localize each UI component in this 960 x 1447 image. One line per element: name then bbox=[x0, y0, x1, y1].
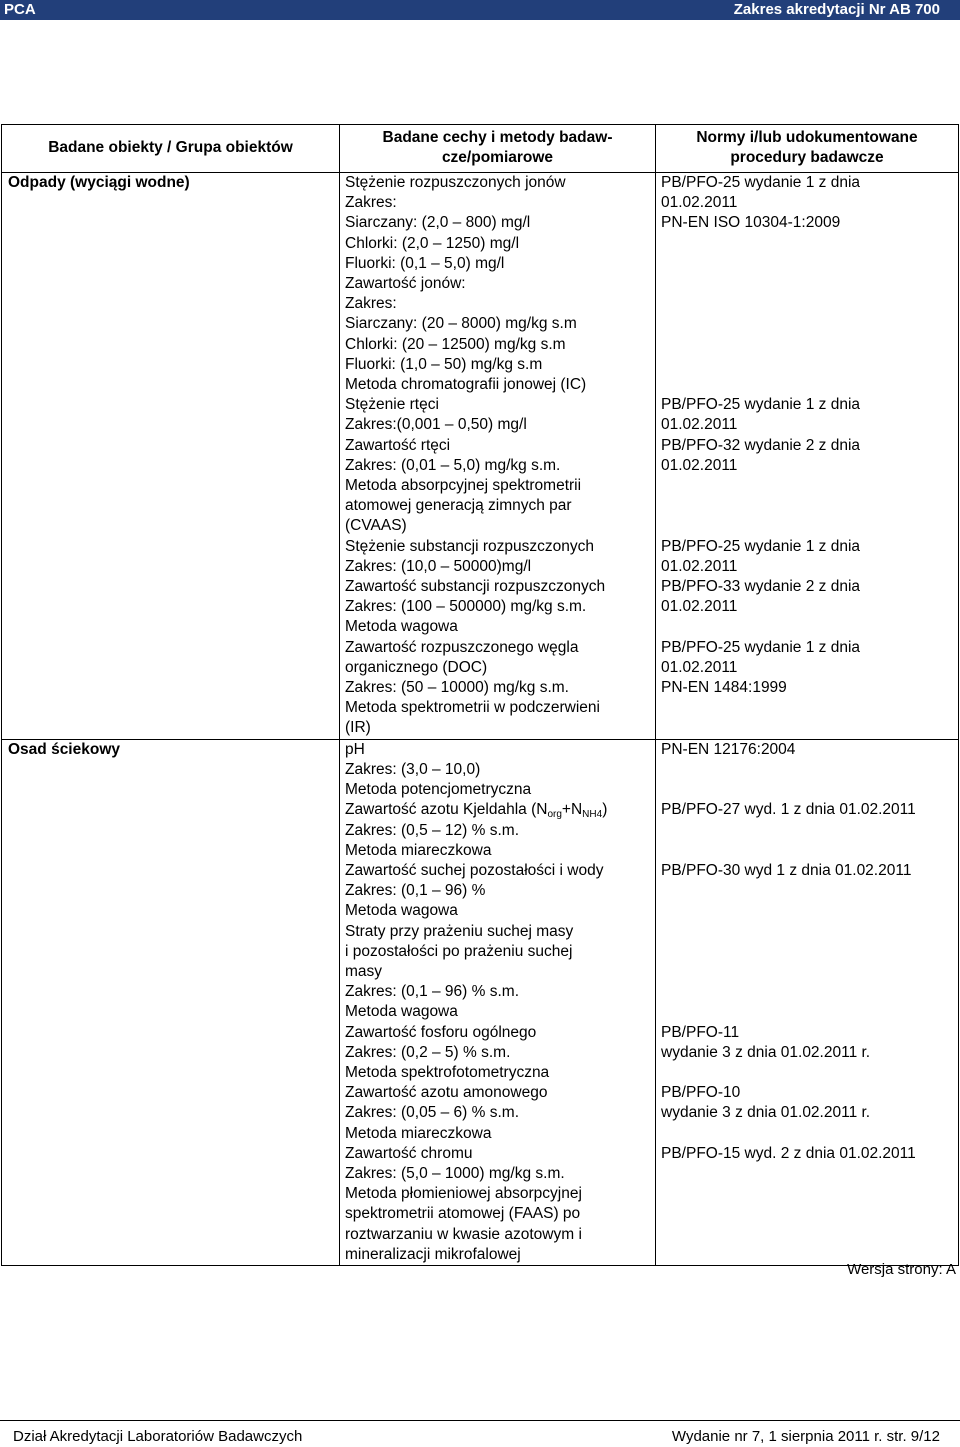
feature-cell bbox=[340, 173, 656, 740]
feature-line: Zakres: (0,05 – 6) % s.m. bbox=[345, 1104, 519, 1122]
feature-line: roztwarzaniu w kwasie azotowym i bbox=[345, 1225, 582, 1243]
standard-line: PB/PFO-10 bbox=[661, 1084, 741, 1102]
col-header-features bbox=[340, 125, 656, 173]
standard-line: PB/PFO-25 wydanie 1 z dnia bbox=[661, 396, 861, 414]
standard-row-group bbox=[661, 173, 958, 395]
feature-text-part: ) bbox=[602, 801, 608, 819]
footer-organization: Dział Akredytacji Laboratoriów Badawczych bbox=[13, 1428, 303, 1445]
feature-line: Metoda wagowa bbox=[345, 1003, 458, 1021]
spacer-line bbox=[661, 982, 958, 1002]
spacer-line bbox=[661, 516, 958, 536]
standard-line: PB/PFO-33 wydanie 2 z dnia bbox=[661, 578, 861, 596]
spacer-line bbox=[661, 254, 958, 274]
feature-line: Zakres:(0,001 – 0,50) mg/l bbox=[345, 416, 527, 434]
feature-line: Zakres: (0,2 – 5) % s.m. bbox=[345, 1043, 511, 1061]
spacer-line bbox=[661, 841, 958, 861]
feature-line: spektrometrii atomowej (FAAS) po bbox=[345, 1205, 581, 1223]
feature-row-group bbox=[345, 861, 655, 922]
feature-line: Stężenie rtęci bbox=[345, 396, 439, 414]
accreditation-table bbox=[1, 124, 959, 1266]
feature-line: Zakres: (50 – 10000) mg/kg s.m. bbox=[345, 679, 569, 697]
spacer-line bbox=[661, 234, 958, 254]
standard-row-group bbox=[661, 800, 958, 861]
standard-line: 01.02.2011 bbox=[661, 557, 738, 575]
feature-line: Metoda spektrofotometryczna bbox=[345, 1063, 550, 1081]
feature-line: pH bbox=[345, 740, 365, 758]
spacer-line bbox=[661, 355, 958, 375]
spacer-line bbox=[661, 294, 958, 314]
standard-line: PB/PFO-15 wyd. 2 z dnia 01.02.2011 bbox=[661, 1144, 916, 1162]
standard-block bbox=[661, 173, 958, 739]
spacer-line bbox=[661, 698, 958, 718]
spacer-line bbox=[661, 760, 958, 780]
col-header-standards bbox=[656, 125, 959, 173]
spacer-line bbox=[661, 1204, 958, 1224]
standard-block bbox=[661, 740, 958, 1265]
standard-line: wydanie 3 z dnia 01.02.2011 r. bbox=[661, 1043, 871, 1061]
standard-cell bbox=[656, 739, 959, 1265]
spacer-line bbox=[661, 881, 958, 901]
standard-line: 01.02.2011 bbox=[661, 456, 738, 474]
standard-cell bbox=[656, 173, 959, 740]
spacer-line bbox=[661, 617, 958, 637]
spacer-line bbox=[661, 1063, 958, 1083]
footer-divider bbox=[0, 1420, 960, 1421]
feature-row-group bbox=[345, 638, 655, 739]
spacer-line bbox=[661, 1124, 958, 1144]
feature-line: Metoda miareczkowa bbox=[345, 841, 492, 859]
feature-row-group bbox=[345, 173, 655, 395]
feature-line: Chlorki: (20 – 12500) mg/kg s.m bbox=[345, 335, 566, 353]
document-header-bar bbox=[0, 0, 960, 20]
feature-line: Metoda spektrometrii w podczerwieni bbox=[345, 699, 600, 717]
col-header-features-l1: Badane cechy i metody badaw- bbox=[382, 129, 613, 146]
standard-line: 01.02.2011 bbox=[661, 658, 738, 676]
feature-line: Zawartość azotu amonowego bbox=[345, 1084, 548, 1102]
spacer-line bbox=[661, 962, 958, 982]
spacer-line bbox=[661, 335, 958, 355]
feature-line: Siarczany: (2,0 – 800) mg/l bbox=[345, 214, 531, 232]
spacer-line bbox=[661, 901, 958, 921]
feature-line: Zakres: (10,0 – 50000)mg/l bbox=[345, 557, 532, 575]
feature-line: Chlorki: (2,0 – 1250) mg/l bbox=[345, 234, 520, 252]
feature-line: (IR) bbox=[345, 719, 371, 737]
standard-row-group bbox=[661, 1083, 958, 1144]
standard-row-group bbox=[661, 1023, 958, 1084]
object-group-name: Odpady (wyciągi wodne) bbox=[2, 173, 340, 740]
feature-line: Metoda wagowa bbox=[345, 618, 458, 636]
feature-row-group bbox=[345, 1144, 655, 1265]
feature-line: Zawartość suchej pozostałości i wody bbox=[345, 861, 604, 879]
standard-line: PB/PFO-25 wydanie 1 z dnia bbox=[661, 174, 861, 191]
feature-row-group bbox=[345, 1083, 655, 1144]
feature-line: (CVAAS) bbox=[345, 517, 407, 535]
col-header-objects: Badane obiekty / Grupa obiektów bbox=[2, 125, 340, 173]
standard-line: PB/PFO-27 wyd. 1 z dnia 01.02.2011 bbox=[661, 801, 916, 819]
standard-row-group bbox=[661, 861, 958, 922]
feature-line: Zawartość jonów: bbox=[345, 275, 466, 293]
spacer-line bbox=[661, 496, 958, 516]
standard-row-group bbox=[661, 1144, 958, 1265]
standard-line: PB/PFO-25 wydanie 1 z dnia bbox=[661, 537, 861, 555]
feature-line: Metoda miareczkowa bbox=[345, 1124, 492, 1142]
feature-line: Zawartość fosforu ogólnego bbox=[345, 1023, 537, 1041]
spacer-line bbox=[661, 476, 958, 496]
standard-line: 01.02.2011 bbox=[661, 416, 738, 434]
feature-line: Fluorki: (0,1 – 5,0) mg/l bbox=[345, 254, 505, 272]
feature-text-part: org bbox=[547, 809, 562, 821]
feature-row-group bbox=[345, 740, 655, 801]
spacer-line bbox=[661, 780, 958, 800]
feature-line: masy bbox=[345, 962, 383, 980]
feature-line: organicznego (DOC) bbox=[345, 658, 488, 676]
spacer-line bbox=[661, 1164, 958, 1184]
feature-line: Zawartość chromu bbox=[345, 1144, 473, 1162]
feature-line: Fluorki: (1,0 – 50) mg/kg s.m bbox=[345, 355, 543, 373]
spacer-line bbox=[661, 821, 958, 841]
standard-row-group bbox=[661, 922, 958, 1023]
feature-row-group bbox=[345, 1023, 655, 1084]
feature-row-group bbox=[345, 922, 655, 1023]
feature-line: Zakres: bbox=[345, 194, 397, 212]
standard-line: wydanie 3 z dnia 01.02.2011 r. bbox=[661, 1104, 871, 1122]
standard-row-group bbox=[661, 537, 958, 638]
col-header-standards-l2: procedury badawcze bbox=[730, 149, 884, 167]
feature-text-part: NH4 bbox=[582, 809, 603, 821]
feature-line: Zakres: (0,1 – 96) % s.m. bbox=[345, 983, 519, 1001]
feature-line: Zawartość rtęci bbox=[345, 436, 451, 454]
feature-line: Straty przy prażeniu suchej masy bbox=[345, 922, 574, 940]
footer-edition: Wydanie nr 7, 1 sierpnia 2011 r. str. 9/12 bbox=[671, 1428, 940, 1445]
feature-line: Metoda potencjometryczna bbox=[345, 781, 532, 799]
standard-line: PN-EN 1484:1999 bbox=[661, 679, 787, 697]
feature-line: Zakres: (3,0 – 10,0) bbox=[345, 760, 481, 778]
table-row bbox=[2, 173, 959, 740]
standard-line: PN-EN ISO 10304-1:2009 bbox=[661, 214, 841, 232]
spacer-line bbox=[661, 274, 958, 294]
feature-text-part: Zawartość azotu Kjeldahla (N bbox=[345, 801, 548, 819]
feature-line: mineralizacji mikrofalowej bbox=[345, 1245, 521, 1263]
spacer-line bbox=[661, 942, 958, 962]
standard-row-group bbox=[661, 395, 958, 536]
spacer-line bbox=[661, 1184, 958, 1204]
standard-line: PB/PFO-32 wydanie 2 z dnia bbox=[661, 436, 861, 454]
page-version: Wersja strony: A bbox=[847, 1261, 956, 1278]
feature-line: atomowej generacją zimnych par bbox=[345, 497, 572, 515]
table-row bbox=[2, 739, 959, 1265]
feature-line: Metoda płomieniowej absorpcyjnej bbox=[345, 1185, 582, 1203]
object-group-name: Osad ściekowy bbox=[2, 739, 340, 1265]
spacer-line bbox=[661, 922, 958, 942]
feature-line: Metoda wagowa bbox=[345, 902, 458, 920]
feature-line: Zawartość substancji rozpuszczonych bbox=[345, 578, 606, 596]
feature-line: Zakres: (0,5 – 12) % s.m. bbox=[345, 821, 519, 839]
feature-cell bbox=[340, 739, 656, 1265]
feature-line bbox=[345, 800, 655, 820]
standard-line: 01.02.2011 bbox=[661, 598, 738, 616]
spacer-line bbox=[661, 314, 958, 334]
standard-line: PB/PFO-11 bbox=[661, 1023, 740, 1041]
feature-line: Stężenie rozpuszczonych jonów bbox=[345, 174, 566, 191]
feature-line: Zakres: (5,0 – 1000) mg/kg s.m. bbox=[345, 1164, 565, 1182]
feature-line: Zawartość rozpuszczonego węgla bbox=[345, 638, 579, 656]
feature-line: Metoda chromatografii jonowej (IC) bbox=[345, 376, 587, 394]
standard-row-group bbox=[661, 638, 958, 739]
standard-line: PB/PFO-25 wydanie 1 z dnia bbox=[661, 638, 861, 656]
feature-text-part: +N bbox=[561, 801, 583, 819]
feature-line: Stężenie substancji rozpuszczonych bbox=[345, 537, 594, 555]
feature-block bbox=[345, 173, 655, 739]
col-header-standards-l1: Normy i/lub udokumentowane bbox=[696, 129, 918, 146]
feature-line: Zakres: (0,1 – 96) % bbox=[345, 882, 486, 900]
spacer-line bbox=[661, 375, 958, 395]
standard-line: 01.02.2011 bbox=[661, 194, 738, 212]
table-header-row bbox=[2, 125, 959, 173]
feature-line: Metoda absorpcyjnej spektrometrii bbox=[345, 477, 582, 495]
header-org: PCA bbox=[4, 1, 36, 18]
spacer-line bbox=[661, 718, 958, 738]
feature-block bbox=[345, 740, 655, 1265]
feature-line: Zakres: (100 – 500000) mg/kg s.m. bbox=[345, 598, 587, 616]
spacer-line bbox=[661, 1002, 958, 1022]
feature-line: i pozostałości po prażeniu suchej bbox=[345, 942, 573, 960]
feature-line: Zakres: (0,01 – 5,0) mg/kg s.m. bbox=[345, 456, 561, 474]
header-title: Zakres akredytacji Nr AB 700 bbox=[733, 1, 940, 18]
standard-line: PN-EN 12176:2004 bbox=[661, 740, 796, 758]
standard-line: PB/PFO-30 wyd 1 z dnia 01.02.2011 bbox=[661, 861, 912, 879]
feature-row-group bbox=[345, 537, 655, 638]
feature-line: Siarczany: (20 – 8000) mg/kg s.m bbox=[345, 315, 577, 333]
feature-row-group bbox=[345, 395, 655, 536]
spacer-line bbox=[661, 1225, 958, 1245]
feature-row-group bbox=[345, 800, 655, 861]
col-header-features-l2: cze/pomiarowe bbox=[441, 149, 554, 167]
standard-row-group bbox=[661, 740, 958, 801]
feature-line: Zakres: bbox=[345, 295, 397, 313]
